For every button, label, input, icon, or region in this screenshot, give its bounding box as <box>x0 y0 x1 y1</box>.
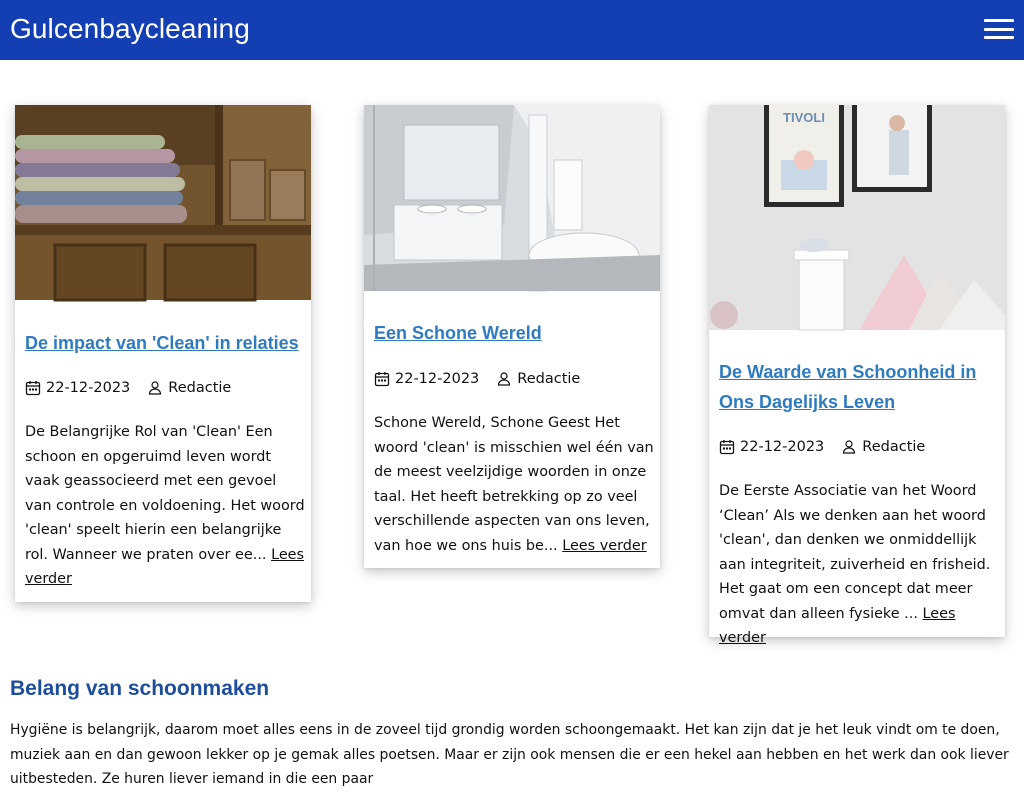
section-heading: Belang van schoonmaken <box>10 677 270 700</box>
top-navigation-bar <box>0 0 1024 60</box>
read-more-link[interactable]: Lees verder <box>25 546 305 587</box>
post-card <box>15 105 311 602</box>
post-author: Redactie <box>862 439 926 455</box>
post-image-bedroom-posters[interactable] <box>709 105 1005 330</box>
post-date: 22-12-2023 <box>46 380 131 396</box>
read-more-link[interactable]: Lees verder <box>719 605 956 646</box>
post-excerpt <box>719 479 999 651</box>
poster-title: TIVOLI <box>783 110 825 125</box>
post-title-link[interactable]: Een Schone Wereld <box>374 323 542 343</box>
post-meta <box>25 378 231 398</box>
post-excerpt-text: De Belangrijke Rol van 'Clean' Een schoon en opgeruimd leven wordt vaak geassocieerd met een gevoel van controle en voldoening. Het woord 'clean' speelt hierin een belangrijke rol. Wanneer we praten over ee... <box>25 424 305 563</box>
post-excerpt-text: Schone Wereld, Schone Geest Het woord 'clean' is misschien wel één van de meest veelzijdige woorden in onze taal. Het heeft betrekking op zo veel verschillende aspecten van ons leven, van hoe we ons huis be... <box>374 415 654 554</box>
post-author: Redactie <box>517 371 581 387</box>
post-date: 22-12-2023 <box>740 439 825 455</box>
post-excerpt <box>25 420 305 592</box>
calendar-icon <box>25 380 41 396</box>
post-excerpt-text: De Eerste Associatie van het Woord ‘Clean’ Als we denken aan het woord 'clean', dan denken we onmiddellijk aan integriteit, zuiverheid en frisheid. Het gaat om een concept dat meer omvat dan alleen fysieke ... <box>719 483 991 622</box>
user-icon <box>841 439 857 455</box>
hamburger-menu-icon[interactable] <box>984 19 1014 39</box>
post-title-link[interactable]: De Waarde van Schoonheid in Ons Dagelijks Leven <box>719 362 977 412</box>
site-logo-link[interactable]: Gulcenbaycleaning <box>10 13 250 44</box>
section-paragraph: Hygiëne is belangrijk, daarom moet alles eens in de zoveel tijd grondig worden schoongemaakt. Het kan zijn dat je het leuk vindt om te doen, muziek aan en dan gewoon lekker op je gemak alles poetsen. Maar er zijn ook mensen die er een hekel aan hebben en het werk dan ook liever uitbesteden. Ze huren liever iemand in die een paar <box>10 722 1009 787</box>
post-image-bathroom[interactable] <box>364 105 660 291</box>
user-icon <box>496 371 512 387</box>
post-title-link[interactable]: De impact van 'Clean' in relaties <box>25 333 299 353</box>
post-excerpt <box>374 411 654 558</box>
calendar-icon <box>374 371 390 387</box>
post-date: 22-12-2023 <box>395 371 480 387</box>
post-meta <box>719 437 925 457</box>
read-more-link[interactable]: Lees verder <box>562 537 647 554</box>
post-card <box>709 105 1005 646</box>
user-icon <box>147 380 163 396</box>
post-author: Redactie <box>168 380 232 396</box>
post-image-towels[interactable] <box>15 105 311 300</box>
post-card <box>364 105 660 568</box>
post-meta <box>374 369 580 389</box>
calendar-icon <box>719 439 735 455</box>
